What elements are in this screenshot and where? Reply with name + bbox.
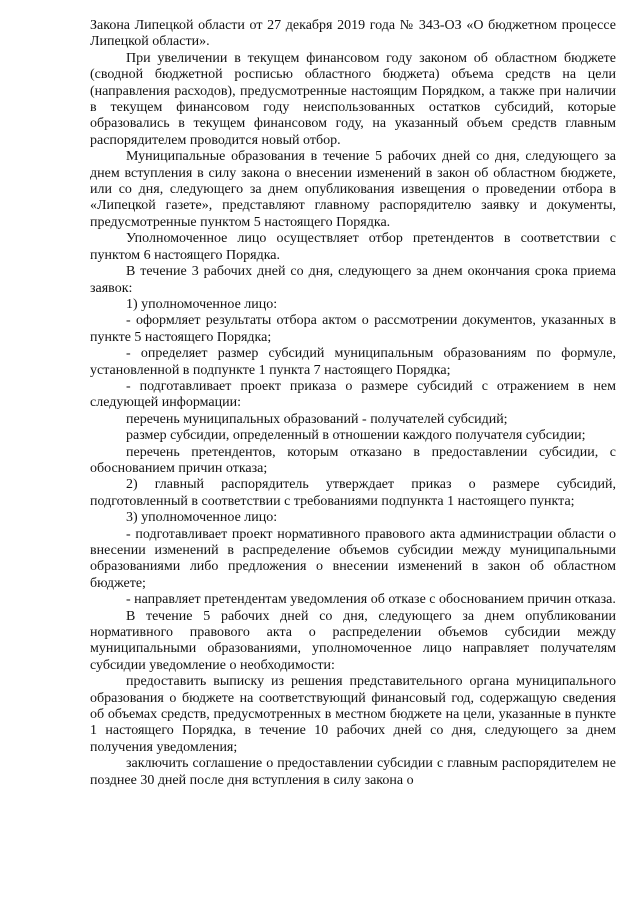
paragraph-8: - определяет размер субсидий муниципальным образованиям по формуле, установленной в подпункте 1 пункта 7 настоящего Порядка; bbox=[90, 346, 616, 378]
paragraph-1: Закона Липецкой области от 27 декабря 2019 года № 343-ОЗ «О бюджетном процессе Липецкой области». bbox=[90, 18, 616, 50]
paragraph-3: Муниципальные образования в течение 5 рабочих дней со дня, следующего за днем вступления в силу закона о внесении изменений в закон об областном бюджете, или со дня, следующего за днем опубликования извещения о проведении отбора в «Липецкой газете», представляют главному распорядителю заявку и документы, предусмотренные пунктом 5 настоящего Порядка. bbox=[90, 149, 616, 230]
paragraph-7: - оформляет результаты отбора актом о рассмотрении документов, указанных в пункте 5 настоящего Порядка; bbox=[90, 313, 616, 345]
paragraph-14: 3) уполномоченное лицо: bbox=[126, 510, 278, 526]
paragraph-2: При увеличении в текущем финансовом году законом об областном бюджете (сводной бюджетной росписью областного бюджета) объема средств на цели (направления расходов), предусмотренные настоящим Порядком, а также при наличии в текущем финансовом году неиспользованных остатков субсидий, которые образовались в текущем финансовом году, на указанный объем средств главным распорядителем проводится новый отбор. bbox=[90, 50, 616, 148]
paragraph-16: - направляет претендентам уведомления об отказе с обоснованием причин отказа. bbox=[126, 592, 616, 608]
paragraph-19: заключить соглашение о предоставлении субсидии с главным распорядителем не позднее 30 дней после дня вступления в силу закона о bbox=[90, 756, 616, 788]
paragraph-18: предоставить выписку из решения представительного органа муниципального образования о бюджете на соответствующий финансовый год, содержащую сведения об объемах средств, предусмотренных в местном бюджете на цели, указанные в пункте 1 настоящего Порядка, в течение 10 рабочих дней со дня, следующего за днем получения уведомления; bbox=[90, 674, 616, 755]
paragraph-15: - подготавливает проект нормативного правового акта администрации области о внесении изменений в распределение объемов субсидии между муниципальными образованиями либо предложения о внесении изменений в закон об областном бюджете; bbox=[90, 526, 616, 591]
paragraph-17: В течение 5 рабочих дней со дня, следующего за днем опубликовании нормативного правового акта о распределении объемов субсидии между муниципальными образованиями, уполномоченное лицо направляет получателям субсидии уведомление о необходимости: bbox=[90, 608, 616, 673]
paragraph-12: перечень претендентов, которым отказано в предоставлении субсидии, с обоснованием причин отказа; bbox=[90, 444, 616, 476]
paragraph-6: 1) уполномоченное лицо: bbox=[126, 296, 278, 312]
paragraph-13: 2) главный распорядитель утверждает приказ о размере субсидий, подготовленный в соответствии с требованиями подпункта 1 настоящего пункта; bbox=[90, 477, 616, 509]
paragraph-10: перечень муниципальных образований - получателей субсидий; bbox=[126, 411, 508, 427]
paragraph-5: В течение 3 рабочих дней со дня, следующего за днем окончания срока приема заявок: bbox=[90, 264, 616, 296]
paragraph-9: - подготавливает проект приказа о размере субсидий с отражением в нем следующей информации: bbox=[90, 378, 616, 411]
paragraph-4: Уполномоченное лицо осуществляет отбор претендентов в соответствии с пунктом 6 настоящего Порядка. bbox=[90, 231, 616, 263]
paragraph-11: размер субсидии, определенный в отношении каждого получателя субсидии; bbox=[126, 428, 586, 444]
